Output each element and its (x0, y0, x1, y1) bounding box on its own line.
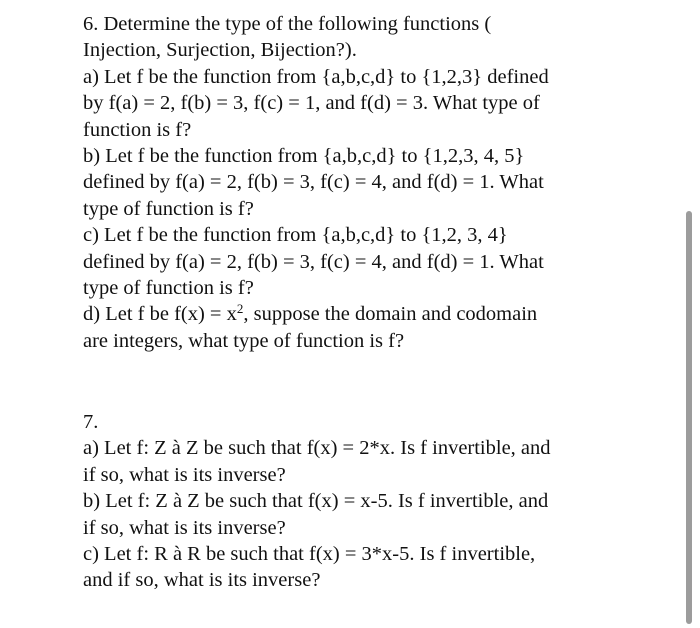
q6-line-title-cont: Injection, Surjection, Bijection?). (83, 39, 357, 62)
q6-part-b-line-1: b) Let f be the function from {a,b,c,d} to {1,2,3, 4, 5} (83, 145, 525, 168)
q6-part-a-line-2: by f(a) = 2, f(b) = 3, f(c) = 1, and f(d) = 3. What type of (83, 92, 540, 115)
q6-part-a-line-1: a) Let f be the function from {a,b,c,d} to {1,2,3} defined (83, 65, 549, 88)
vertical-scrollbar[interactable] (686, 211, 692, 624)
q6-part-d-exponent: 2 (236, 301, 244, 317)
q7-part-c-line-1: c) Let f: R à R be such that f(x) = 3*x-5. Is f invertible, (83, 543, 536, 566)
q7-part-b-line-1: b) Let f: Z à Z be such that f(x) = x-5. Is f invertible, and (83, 490, 549, 513)
q6-part-b-line-3: type of function is f? (83, 197, 254, 220)
question-6 (83, 11, 673, 354)
q6-part-c-line-2: defined by f(a) = 2, f(b) = 3, f(c) = 4, and f(d) = 1. What (83, 250, 544, 273)
q6-line-title: 6. Determine the type of the following functions ( (83, 13, 492, 35)
q6-part-c-line-3: type of function is f? (83, 277, 254, 300)
question-7 (83, 409, 673, 594)
q6-part-c-line-1: c) Let f be the function from {a,b,c,d} to {1,2, 3, 4} (83, 224, 508, 247)
q7-line-title: 7. (83, 411, 99, 433)
q7-part-b-line-2: if so, what is its inverse? (83, 516, 286, 539)
q7-part-a-line-2: if so, what is its inverse? (83, 463, 286, 486)
q6-part-d-prefix: d) Let f be f(x) = x (83, 303, 237, 326)
q7-part-c-line-2: and if so, what is its inverse? (83, 569, 321, 592)
q6-part-a-line-3: function is f? (83, 118, 192, 141)
q6-part-d-line-2: are integers, what type of function is f? (83, 329, 405, 352)
q7-part-a-line-1: a) Let f: Z à Z be such that f(x) = 2*x. Is f invertible, and (83, 437, 551, 460)
q6-part-b-line-2: defined by f(a) = 2, f(b) = 3, f(c) = 4, and f(d) = 1. What (83, 171, 544, 194)
q6-part-d-suffix: , suppose the domain and codomain (243, 303, 538, 326)
q6-part-d-line-1 (83, 301, 673, 327)
